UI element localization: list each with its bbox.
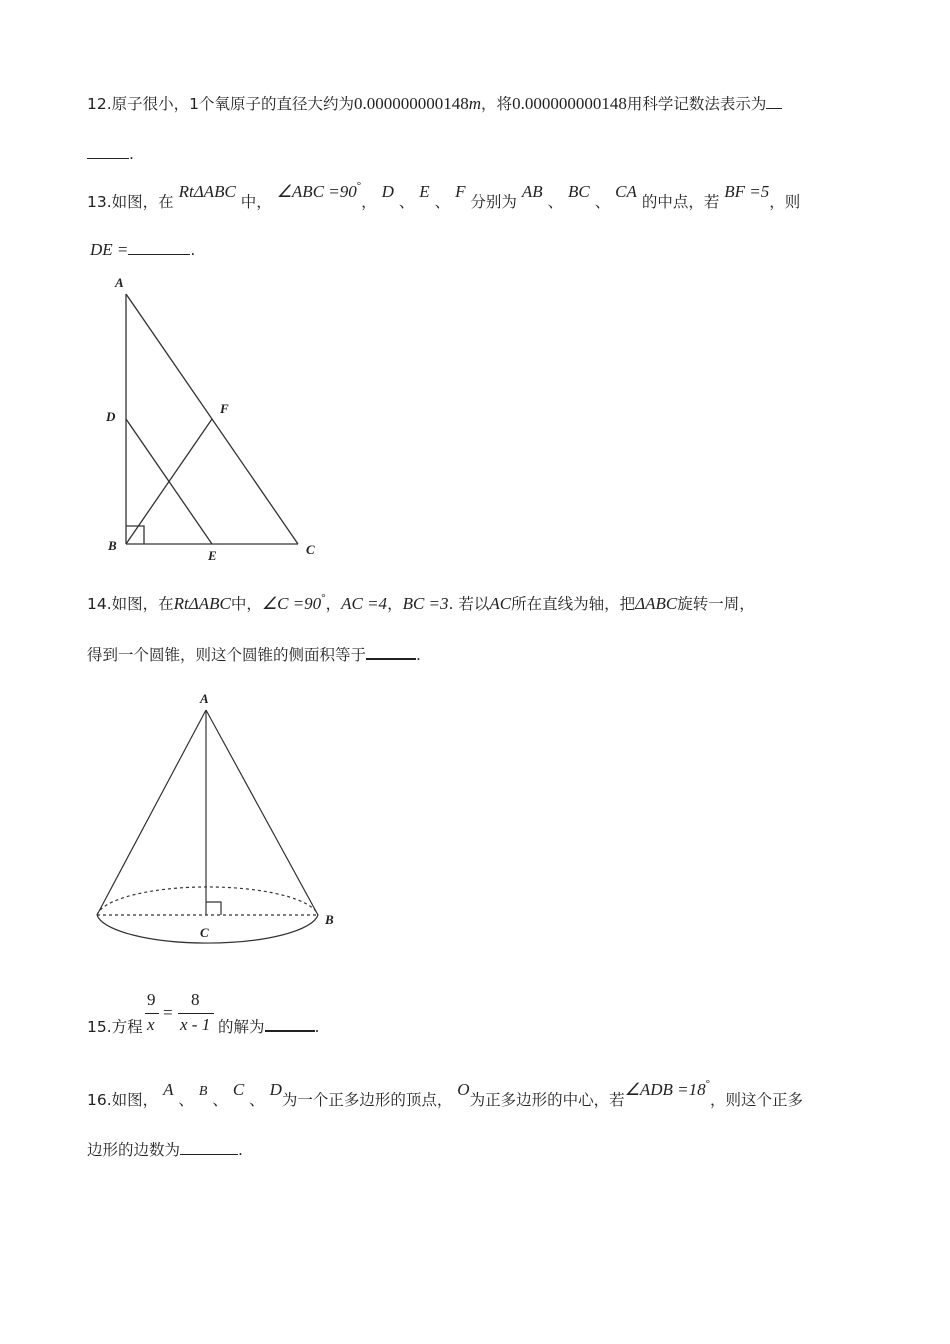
q13-CA: CA — [615, 182, 637, 201]
q14-triangle: RtΔABC — [173, 594, 231, 613]
q14-zhong: 中， — [230, 595, 262, 613]
q13-end: . — [190, 241, 196, 259]
q14-angle: ∠C =90 — [261, 594, 322, 613]
q12-prefix: 12.原子很小，1个氧原子的直径大约为 — [87, 95, 355, 113]
q15-blank[interactable] — [265, 1016, 315, 1032]
q16-prefix: 16.如图， — [87, 1091, 159, 1109]
q13-label-A: A — [115, 275, 124, 290]
q16-blank[interactable] — [180, 1140, 238, 1155]
q16-O: O — [457, 1080, 470, 1099]
q13-BC: BC — [568, 182, 590, 201]
q16-line2-text: 边形的边数为 — [87, 1141, 181, 1159]
q14-label-B: B — [325, 912, 334, 927]
q14-prefix: 14.如图，在 — [87, 595, 174, 613]
q15-num2: 8 — [191, 990, 200, 1009]
q14-slant-left — [97, 710, 206, 915]
q16-line1 — [87, 1078, 804, 1110]
q16-end: . — [238, 1141, 243, 1159]
q16-B: B — [198, 1084, 208, 1099]
q15-fracbar1 — [145, 1013, 159, 1014]
q14-triangle2: ΔABC — [635, 594, 678, 613]
q14-mid: . 若以 — [448, 595, 490, 613]
q16-C: C — [232, 1080, 245, 1099]
q13-E: E — [419, 182, 430, 201]
q15-prefix-wrap — [87, 1015, 143, 1037]
q14-label-C: C — [200, 925, 209, 940]
q13-sep2: 、 — [434, 193, 451, 211]
q16-sep2: 、 — [212, 1091, 228, 1109]
q13-D: D — [381, 182, 394, 201]
q16-angle: ∠ADB =18 — [624, 1080, 706, 1099]
q13-bf: BF =5 — [724, 182, 770, 201]
q15-suffix: 的解为 — [218, 1018, 265, 1036]
q13-de: DE = — [90, 240, 129, 259]
q14-label-A: A — [200, 691, 209, 706]
q13-fenbie: 分别为 — [470, 193, 517, 211]
q12-middle: ，将 — [481, 95, 513, 113]
q15-prefix: 15.方程 — [87, 1018, 143, 1036]
q13-F: F — [455, 182, 466, 201]
q15-den2: x - 1 — [180, 1015, 211, 1034]
q13-label-B: B — [108, 538, 117, 553]
q16-deg: ° — [705, 1078, 711, 1090]
q13-ze: ，则 — [769, 193, 801, 211]
q14-end: . — [416, 646, 421, 664]
q16-center: 为正多边形的中心，若 — [469, 1091, 625, 1109]
q14-c1: ， — [325, 595, 342, 613]
q14-suffix: 旋转一周， — [677, 595, 755, 613]
q16-D: D — [269, 1080, 282, 1099]
q13-zhong: 中， — [240, 193, 272, 211]
q12-unit: m — [468, 94, 482, 113]
q12-end: . — [129, 145, 134, 163]
q13-triangle: RtΔABC — [178, 182, 236, 201]
q14-ac: AC =4 — [341, 594, 388, 613]
q12-suffix: 用科学记数法表示为 — [626, 95, 767, 113]
q13-midpoint: 的中点，若 — [641, 193, 720, 211]
q15-num1: 9 — [147, 990, 156, 1009]
q14-line2-text: 得到一个圆锥，则这个圆锥的侧面积等于 — [87, 646, 367, 664]
q14-bc: BC =3 — [402, 594, 449, 613]
q16-sep3: 、 — [249, 1091, 265, 1109]
q14-acv: AC — [489, 594, 512, 613]
q16-A: A — [163, 1080, 174, 1099]
q12-number: 0.000000000148 — [354, 94, 469, 113]
q13-AB: AB — [521, 182, 543, 201]
q13-label-E: E — [208, 548, 217, 563]
q16-line2 — [87, 1138, 243, 1160]
q15-eq: = — [163, 1003, 173, 1022]
q14-c2: ， — [387, 595, 403, 613]
q14-base-back — [97, 887, 318, 915]
q15-den1: x — [147, 1015, 155, 1034]
q12-number2: 0.000000000148 — [512, 94, 627, 113]
q13-sep4: 、 — [594, 193, 611, 211]
q13-comma: ， — [361, 193, 377, 211]
q14-mid2: 所在直线为轴，把 — [511, 595, 636, 613]
q14-right-angle-mark — [206, 902, 221, 915]
q16-suffix: ，则这个正多 — [710, 1091, 804, 1109]
q16-vertices: 为一个正多边形的顶点， — [281, 1091, 453, 1109]
q14-slant-right — [206, 710, 318, 915]
q14-deg: ° — [321, 592, 326, 604]
q13-sep3: 、 — [547, 193, 564, 211]
q13-deg: ° — [356, 180, 362, 192]
q13-label-C: C — [306, 542, 315, 557]
q13-label-D: D — [106, 409, 116, 424]
q13-prefix: 13.如图，在 — [87, 193, 174, 211]
q15-end: . — [314, 1018, 320, 1036]
q15-suffix-wrap — [218, 1015, 319, 1037]
q16-sep1: 、 — [178, 1091, 194, 1109]
q13-sep1: 、 — [398, 193, 415, 211]
q15-fracbar2 — [178, 1013, 214, 1014]
q13-angle: ∠ABC =90 — [276, 182, 357, 201]
q13-label-F: F — [220, 401, 229, 416]
